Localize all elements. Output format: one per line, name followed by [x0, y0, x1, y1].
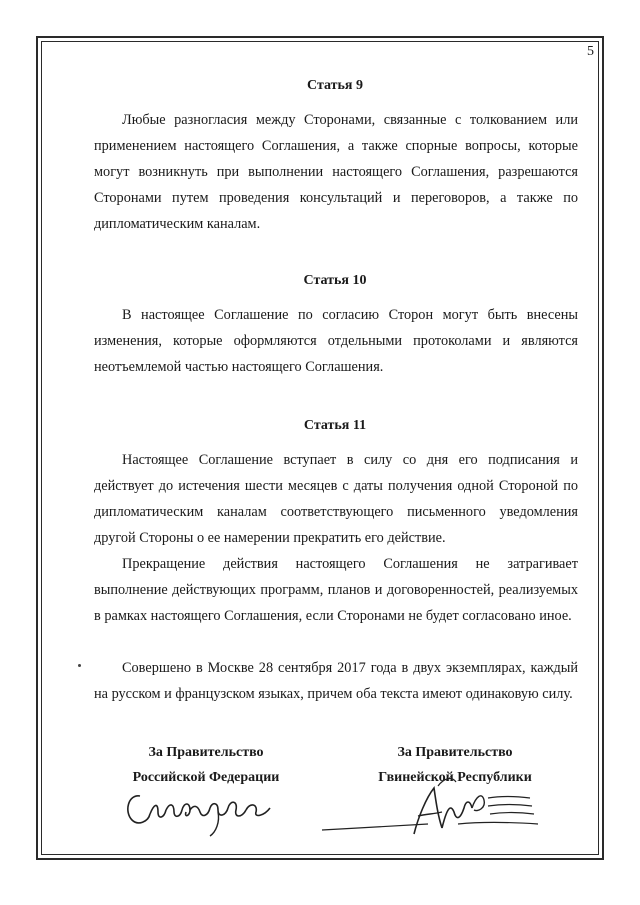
article-11-paragraph-1: Настоящее Соглашение вступает в силу со дня его подписания и действует до истечения шести месяцев с даты получения одной Стороной по дипломатическим каналам соответствующего письменного уведомления другой Стороны о ее намерении прекратить его действие. [94, 452, 578, 546]
signatory-guinea-line2: Гвинейской Республики [378, 770, 532, 785]
article-11-paragraph-2: Прекращение действия настоящего Соглашения не затрагивает выполнение действующих программ, планов и договоренностей, реализуемых в рамках настоящего Соглашения, если Сторонами не будет согласовано иное. [94, 556, 578, 624]
signatory-russia-line2: Российской Федерации [132, 770, 280, 785]
article-10-heading: Статья 10 [303, 273, 367, 288]
article-9-heading: Статья 9 [307, 78, 363, 93]
signature-russia [118, 782, 288, 842]
article-10-text: В настоящее Соглашение по согласию Сторон могут быть внесены изменения, которые оформляются отдельными протоколами и являются неотъемлемой частью настоящего Соглашения. [94, 307, 578, 375]
margin-mark [78, 664, 81, 667]
signatory-russia-line1: За Правительство [148, 745, 264, 760]
signatory-guinea-line1: За Правительство [397, 745, 513, 760]
article-9-text: Любые разногласия между Сторонами, связанные с толкованием или применением настоящего Соглашения, а также спорные вопросы, которые могут возникнуть при выполнении настоящего Соглашения, разрешаются Сторонами путем проведения консультаций и переговоров, а также по дипломатическим каналам. [94, 112, 578, 232]
page-number: 5 [587, 44, 594, 59]
article-11-heading: Статья 11 [303, 418, 367, 433]
signature-guinea [318, 768, 548, 848]
article-11-paragraph-3: Совершено в Москве 28 сентября 2017 года в двух экземплярах, каждый на русском и французском языках, причем оба текста имеют одинаковую силу. [94, 660, 578, 702]
